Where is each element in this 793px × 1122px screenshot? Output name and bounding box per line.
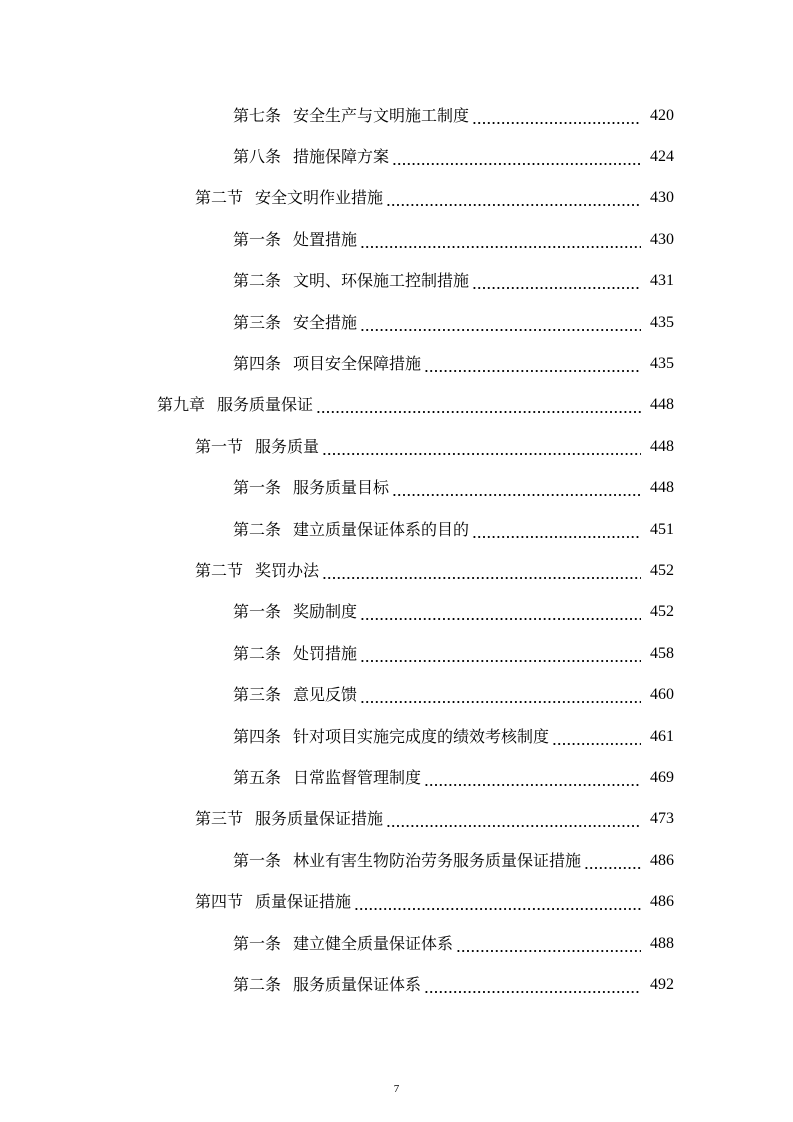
toc-entry-number: 第二条: [233, 519, 282, 539]
toc-entry[interactable]: [0, 426, 793, 467]
toc-entry-number: 第四条: [233, 726, 282, 746]
toc-entry-page: 458: [650, 644, 674, 662]
toc-entry-number: 第五条: [233, 767, 282, 787]
toc-entry[interactable]: [0, 178, 793, 219]
toc-entry-page: 452: [650, 561, 674, 579]
toc-entry-page: 435: [650, 313, 674, 331]
toc-entry-page: 469: [650, 768, 674, 786]
toc-entry-number: 第二节: [195, 560, 244, 580]
dot-leader: [360, 230, 641, 250]
toc-entry-title: 文明、环保施工控制措施: [293, 271, 470, 291]
toc-entry-number: 第七条: [233, 105, 282, 125]
toc-entry[interactable]: [0, 302, 793, 343]
toc-entry-title: 意见反馈: [293, 685, 358, 705]
toc-entry-page: 486: [650, 851, 674, 869]
toc-entry-title: 安全措施: [293, 312, 358, 332]
toc-entry-number: 第一条: [233, 850, 282, 870]
dot-leader: [552, 727, 641, 747]
toc-entry[interactable]: [0, 385, 793, 426]
toc-entry[interactable]: [0, 219, 793, 260]
toc-entry-number: 第一条: [233, 602, 282, 622]
toc-entry-title: 安全生产与文明施工制度: [293, 105, 470, 125]
toc-entry-page: 473: [650, 810, 674, 828]
toc-entry-title: 项目安全保障措施: [293, 354, 422, 374]
toc-entry-number: 第三条: [233, 685, 282, 705]
dot-leader: [424, 975, 641, 995]
toc-entry-number: 第二条: [233, 643, 282, 663]
toc-entry-page: 435: [650, 355, 674, 373]
dot-leader: [392, 147, 641, 167]
toc-entry[interactable]: [0, 468, 793, 509]
toc-entry-title: 服务质量目标: [293, 478, 390, 498]
dot-leader: [472, 520, 641, 540]
toc-entry-title: 林业有害生物防治劳务服务质量保证措施: [293, 850, 582, 870]
toc-entry-page: 448: [650, 437, 674, 455]
toc-entry-number: 第一条: [233, 229, 282, 249]
toc-entry-page: 492: [650, 975, 674, 993]
toc-entry-page: 420: [650, 106, 674, 124]
toc-entry[interactable]: [0, 592, 793, 633]
toc-entry-page: 452: [650, 603, 674, 621]
dot-leader: [386, 188, 641, 208]
toc-entry[interactable]: [0, 840, 793, 881]
toc-entry-page: 461: [650, 727, 674, 745]
toc-entry-number: 第二条: [233, 974, 282, 994]
toc-entry[interactable]: [0, 550, 793, 591]
toc-entry-title: 服务质量: [255, 436, 320, 456]
toc-entry-number: 第四节: [195, 892, 244, 912]
toc-entry-number: 第一条: [233, 478, 282, 498]
toc-entry-number: 第二节: [195, 188, 244, 208]
dot-leader: [322, 561, 641, 581]
dot-leader: [424, 354, 641, 374]
toc-entry-title: 针对项目实施完成度的绩效考核制度: [293, 726, 550, 746]
dot-leader: [322, 437, 641, 457]
toc-entry[interactable]: [0, 633, 793, 674]
toc-entry-title: 措施保障方案: [293, 147, 390, 167]
toc-entry[interactable]: [0, 757, 793, 798]
dot-leader: [360, 644, 641, 664]
toc-entry-page: 488: [650, 934, 674, 952]
toc-entry-number: 第一条: [233, 933, 282, 953]
toc-entry[interactable]: [0, 136, 793, 177]
toc-entry[interactable]: [0, 923, 793, 964]
toc-entry-title: 建立健全质量保证体系: [293, 933, 454, 953]
toc-entry-page: 431: [650, 272, 674, 290]
dot-leader: [584, 851, 641, 871]
toc-entry-title: 奖罚办法: [255, 560, 320, 580]
dot-leader: [424, 768, 641, 788]
toc-entry-page: 486: [650, 893, 674, 911]
toc-entry-number: 第三条: [233, 312, 282, 332]
toc-entry[interactable]: [0, 881, 793, 922]
dot-leader: [360, 602, 641, 622]
toc-entry-page: 430: [650, 189, 674, 207]
toc-entry-title: 服务质量保证: [217, 395, 314, 415]
dot-leader: [360, 685, 641, 705]
toc-entry-page: 430: [650, 230, 674, 248]
dot-leader: [456, 934, 641, 954]
toc-entry[interactable]: [0, 674, 793, 715]
dot-leader: [392, 478, 641, 498]
dot-leader: [472, 106, 641, 126]
toc-entry-page: 448: [650, 396, 674, 414]
toc-entry-page: 451: [650, 520, 674, 538]
toc-entry-number: 第一节: [195, 436, 244, 456]
toc-entry[interactable]: [0, 509, 793, 550]
toc-entry-number: 第八条: [233, 147, 282, 167]
toc-entry[interactable]: [0, 716, 793, 757]
toc-entry[interactable]: [0, 95, 793, 136]
toc-entry-title: 处罚措施: [293, 643, 358, 663]
toc-entry-number: 第三节: [195, 809, 244, 829]
toc-entry-title: 奖励制度: [293, 602, 358, 622]
toc-entry-number: 第四条: [233, 354, 282, 374]
toc-entry[interactable]: [0, 343, 793, 384]
toc-entry[interactable]: [0, 799, 793, 840]
toc-entry-title: 处置措施: [293, 229, 358, 249]
toc-entry-title: 安全文明作业措施: [255, 188, 384, 208]
toc-entry[interactable]: [0, 261, 793, 302]
toc-entry-number: 第二条: [233, 271, 282, 291]
dot-leader: [316, 395, 641, 415]
toc-entry-number: 第九章: [157, 395, 206, 415]
page-number: 7: [393, 1083, 400, 1095]
toc-entry-title: 服务质量保证措施: [255, 809, 384, 829]
table-of-contents: [0, 95, 793, 1006]
dot-leader: [354, 892, 641, 912]
toc-entry-page: 424: [650, 148, 674, 166]
toc-entry-title: 建立质量保证体系的目的: [293, 519, 470, 539]
toc-entry-page: 460: [650, 686, 674, 704]
dot-leader: [472, 271, 641, 291]
toc-entry-title: 服务质量保证体系: [293, 974, 422, 994]
dot-leader: [360, 313, 641, 333]
toc-entry-title: 质量保证措施: [255, 892, 352, 912]
dot-leader: [386, 809, 641, 829]
toc-entry[interactable]: [0, 964, 793, 1005]
toc-entry-title: 日常监督管理制度: [293, 767, 422, 787]
toc-entry-page: 448: [650, 479, 674, 497]
